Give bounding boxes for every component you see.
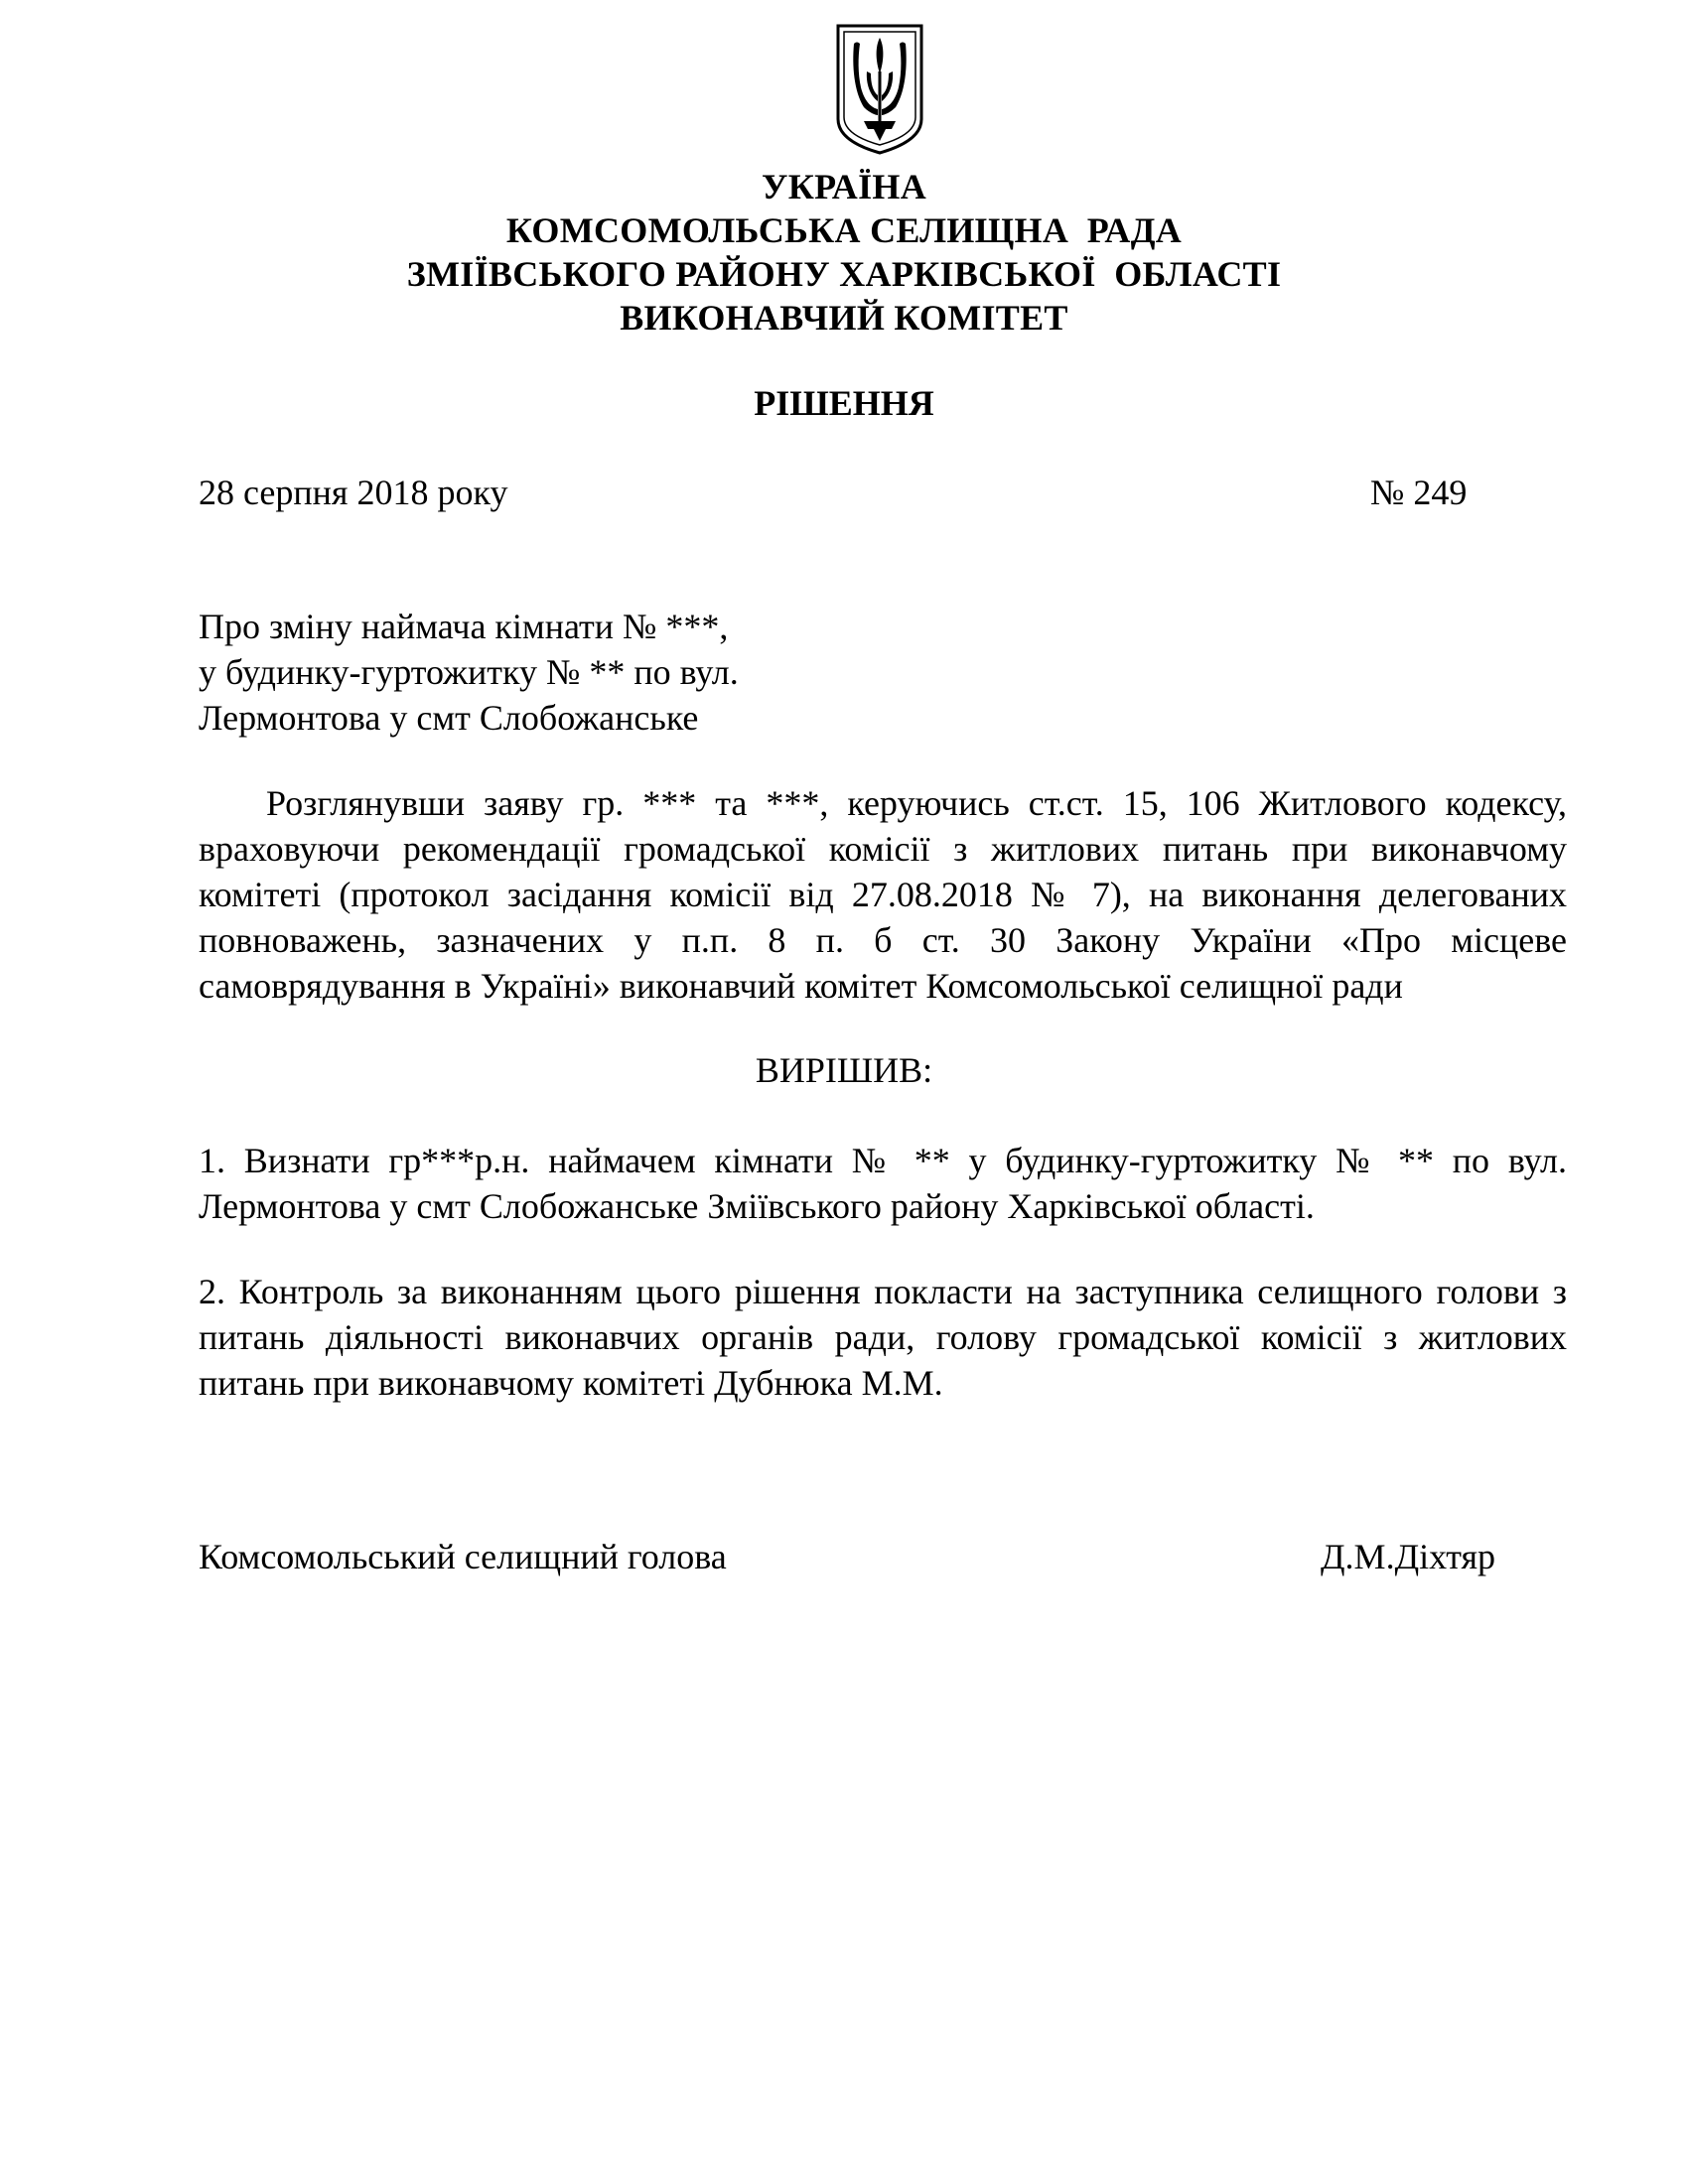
decision-item: 2. Контроль за виконанням цього рішення покласти на заступника селищного голови з питань діяльності виконавчих органів ради, голову громадської комісії з житлових питань при виконавчому комітеті Дубнюка М.М. [199, 1272, 1567, 1403]
document-number: № 249 [1370, 473, 1468, 512]
document-subject [199, 604, 739, 741]
signer-name: Д.М.Діхтяр [1321, 1537, 1496, 1576]
header-country: УКРАЇНА [761, 167, 927, 206]
document-title: РІШЕННЯ [754, 383, 934, 423]
header-committee: ВИКОНАВЧИЙ КОМІТЕТ [620, 298, 1068, 338]
document-date: 28 серпня 2018 року [199, 473, 508, 512]
subject-line: Лермонтова у смт Слобожанське [199, 698, 699, 738]
preamble-paragraph: Розглянувши заяву гр. *** та ***, керуючись ст.ст. 15, 106 Житлового кодексу, враховуючи рекомендації громадської комісії з житлових питань при виконавчому комітеті (протокол засідання комісії від 27.08.2018 № 7), на виконання делегованих повноважень, зазначених у п.п. 8 п. б ст. 30 Закону України «Про місцеве самоврядування в Україні» виконавчий комітет Комсомольської селищної ради [199, 783, 1567, 1006]
header-council: КОМСОМОЛЬСЬКА СЕЛИЩНА РАДА [505, 210, 1183, 250]
subject-line: у будинку-гуртожитку № ** по вул. [199, 652, 739, 692]
issuer-header [0, 165, 1688, 340]
signer-title: Комсомольський селищний голова [199, 1537, 727, 1576]
decision-item: 1. Визнати гр***р.н. наймачем кімнати № ** у будинку-гуртожитку № ** по вул. Лермонтова у смт Слобожанське Зміївського району Харківської області. [199, 1141, 1567, 1226]
subject-line: Про зміну наймача кімнати № ***, [199, 607, 729, 646]
coat-of-arms-of-ukraine-icon [834, 22, 925, 157]
decided-heading: ВИРІШИВ: [755, 1050, 933, 1090]
header-district: ЗМІЇВСЬКОГО РАЙОНУ ХАРКІВСЬКОЇ ОБЛАСТІ [406, 254, 1282, 294]
